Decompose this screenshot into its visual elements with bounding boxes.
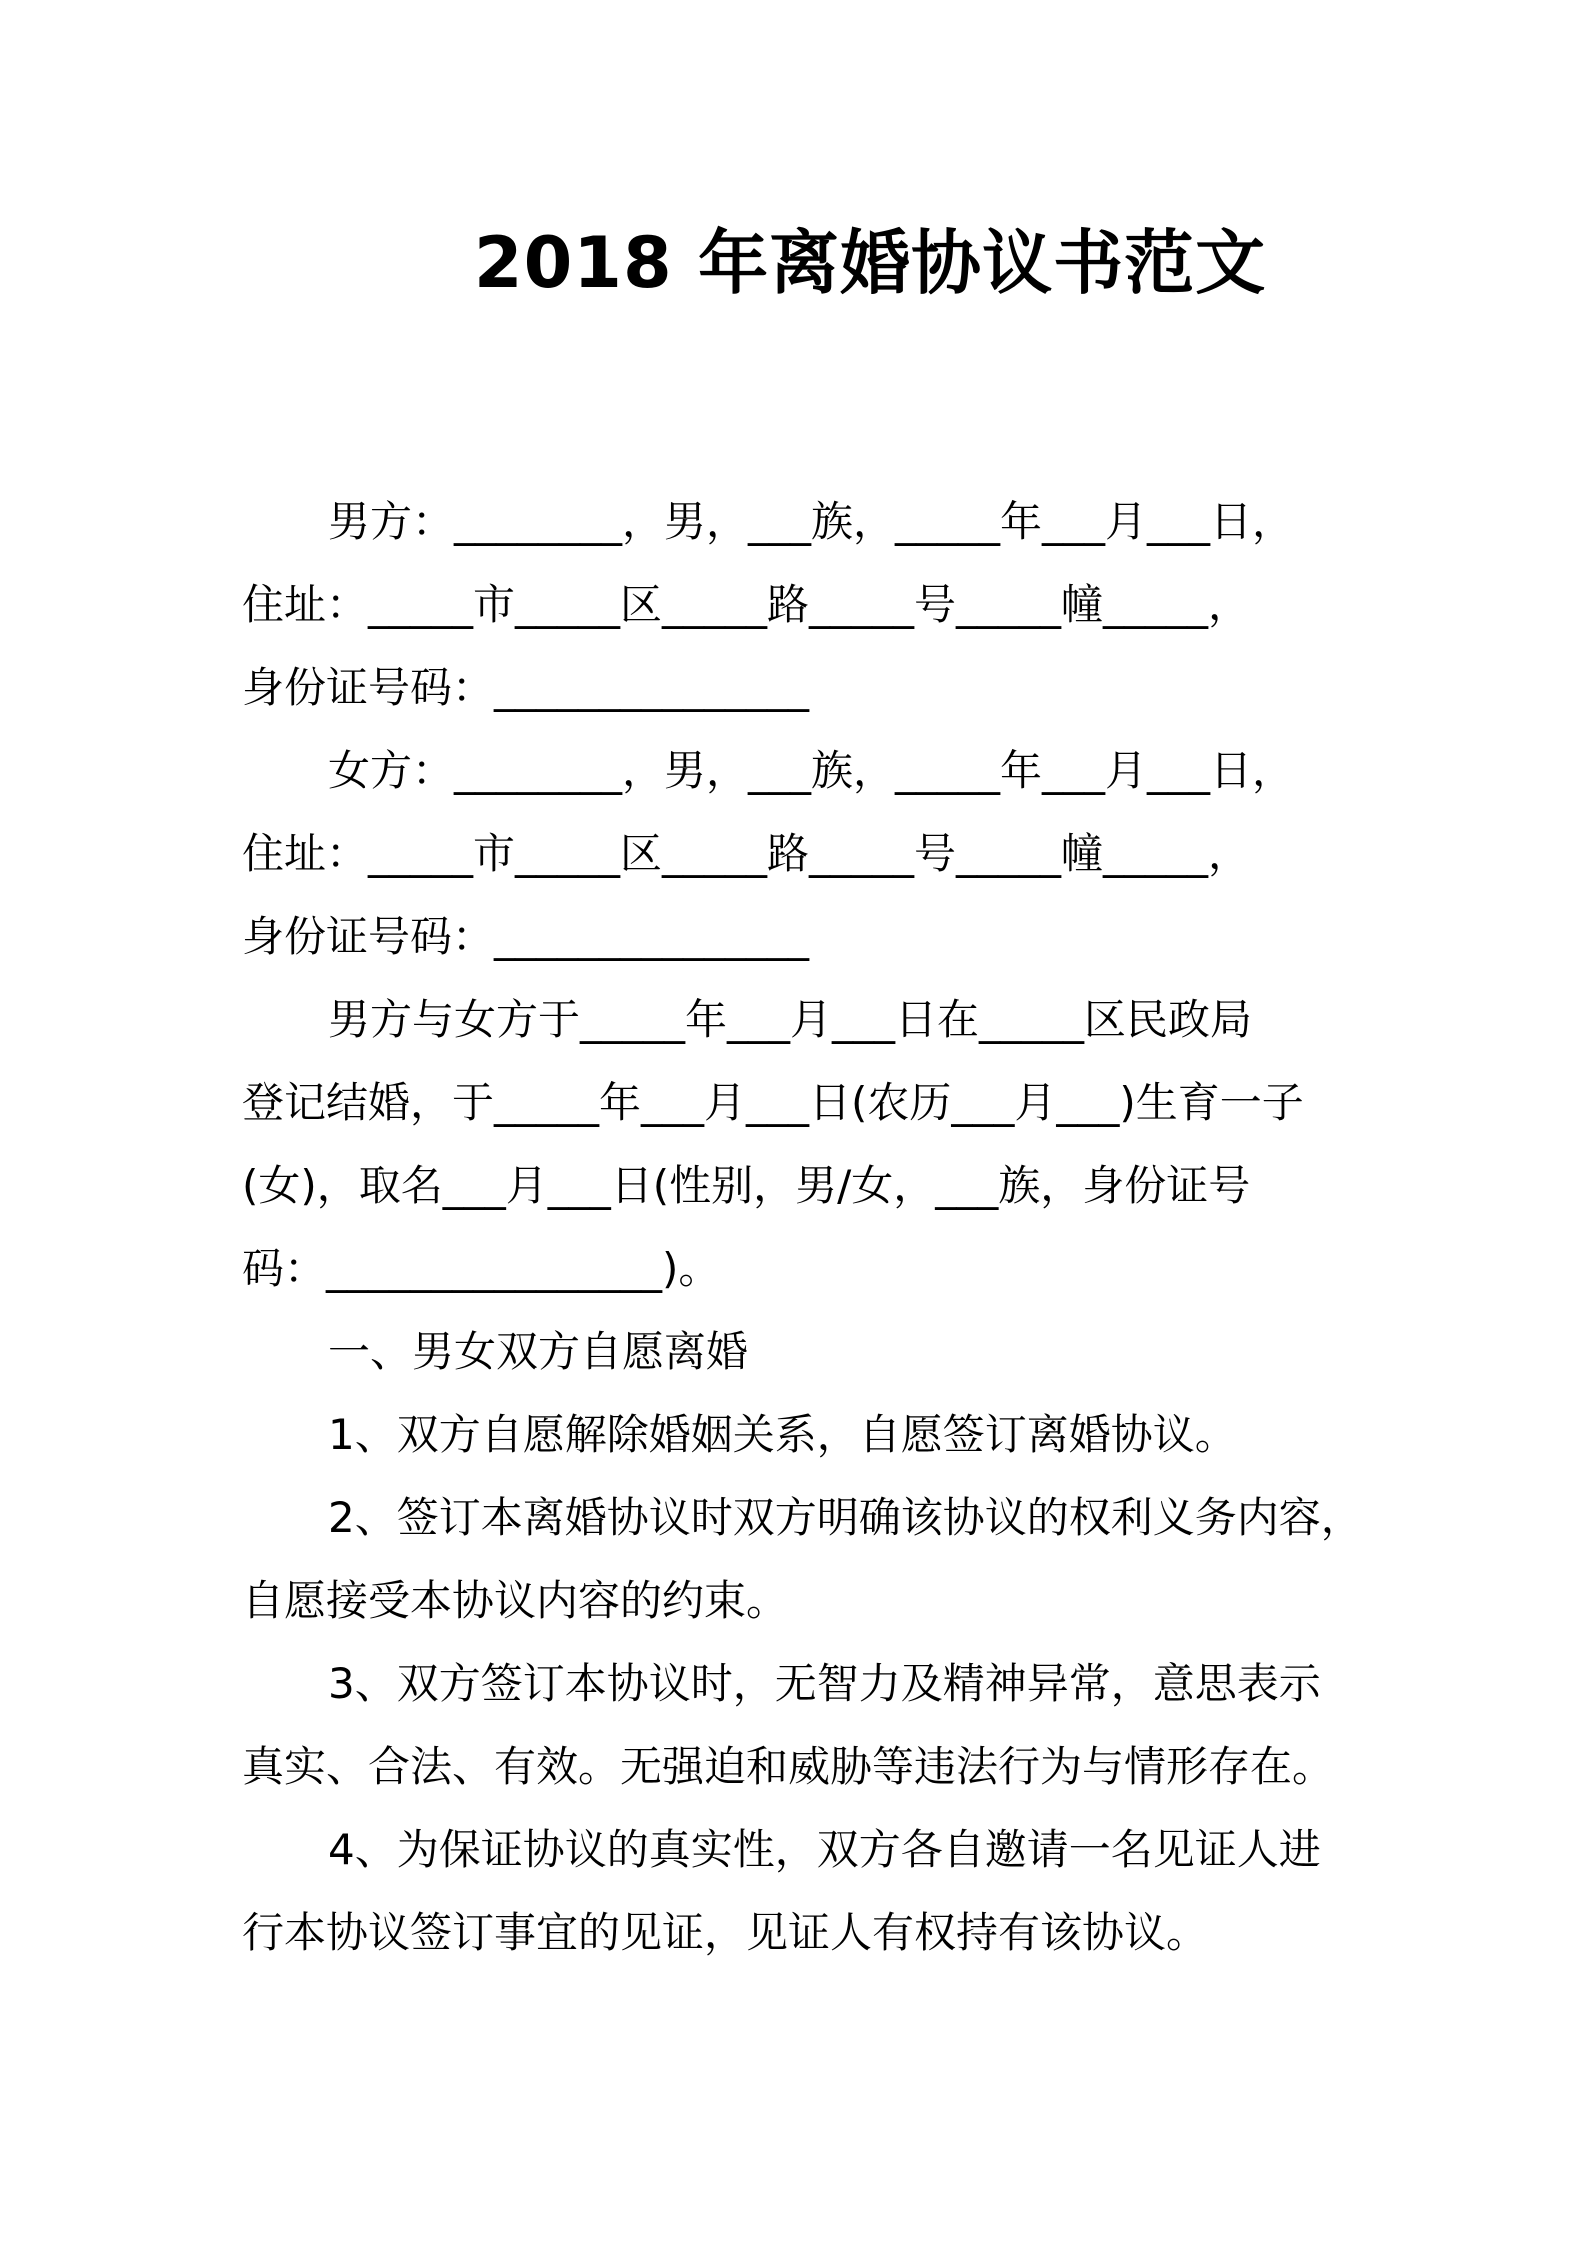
child-id-line: 码：________________)。 [242,1244,721,1293]
clause-4-line-1: 4、为保证协议的真实性，双方各自邀请一名见证人进 [328,1825,1321,1874]
male-id-line: 身份证号码：_______________ [242,663,810,712]
clause-2-line-2: 自愿接受本协议内容的约束。 [242,1576,789,1625]
clause-1: 1、双方自愿解除婚姻关系，自愿签订离婚协议。 [328,1410,1237,1459]
document-title: 2018 年离婚协议书范文 [473,222,1267,304]
clause-4-line-2: 行本协议签订事宜的见证，见证人有权持有该协议。 [242,1908,1209,1957]
document-body [242,480,1362,1974]
clause-3-line-1: 3、双方签订本协议时，无智力及精神异常，意思表示 [328,1659,1321,1708]
clause-3-line-2: 真实、合法、有效。无强迫和威胁等违法行为与情形存在。 [242,1742,1335,1791]
marriage-registration-line: 男方与女方于_____年___月___日在_____区民政局 [328,995,1253,1044]
section-heading: 一、男女双方自愿离婚 [328,1327,749,1376]
child-info-line: (女)，取名___月___日(性别，男/女，___族，身份证号 [242,1161,1251,1210]
male-party-line: 男方：________，男，___族，_____年___月___日， [328,497,1295,546]
female-id-line: 身份证号码：_______________ [242,912,810,961]
clause-2-line-1: 2、签订本离婚协议时双方明确该协议的权利义务内容， [328,1493,1363,1542]
marriage-child-line: 登记结婚，于_____年___月___日(农历___月___)生育一子 [242,1078,1304,1127]
female-party-line: 女方：________，男，___族，_____年___月___日， [328,746,1295,795]
female-address-line: 住址：_____市_____区_____路_____号_____幢_____， [242,829,1251,878]
male-address-line: 住址：_____市_____区_____路_____号_____幢_____， [242,580,1251,629]
